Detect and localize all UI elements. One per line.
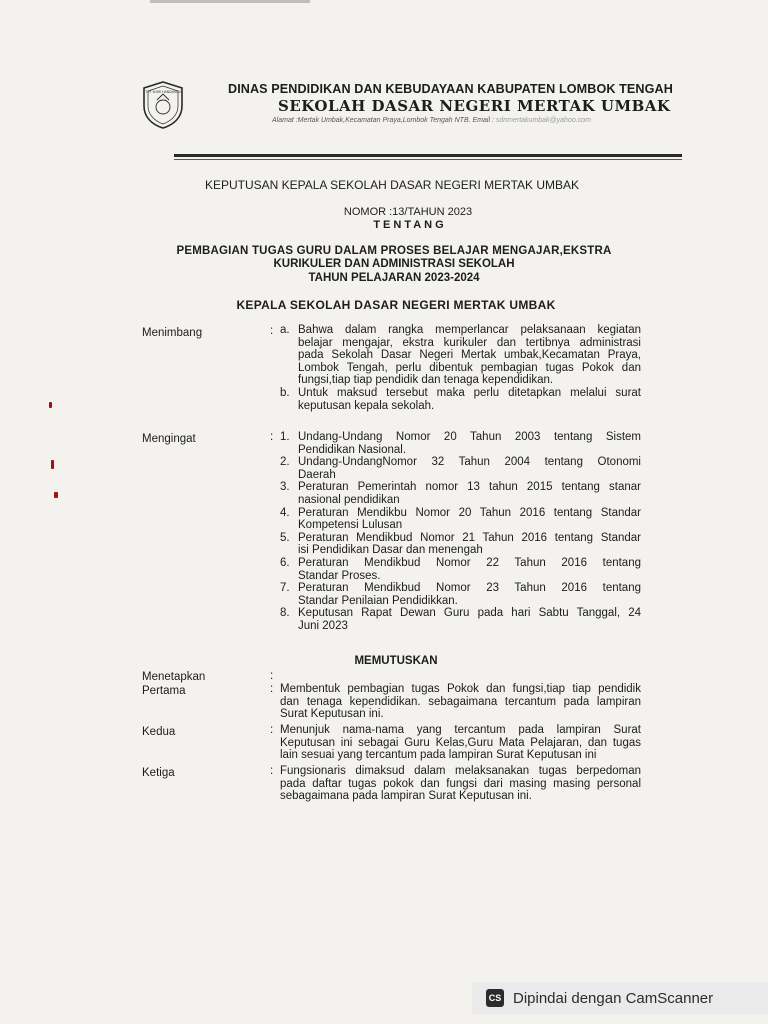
item-marker: 2.: [280, 456, 290, 469]
menimbang-colon: :: [270, 325, 274, 337]
text-line: Membentuk pembagian tugas Pokok dan fungsi,tiap tiap pendidik: [280, 683, 641, 695]
item-marker: b.: [280, 386, 290, 399]
list-item: [280, 324, 641, 387]
text-line: Bahwa dalam rangka memperlancar pelaksanaan kegiatan: [298, 324, 641, 336]
item-text: [298, 431, 641, 456]
school-address: [272, 117, 692, 124]
scan-smudge: [150, 0, 310, 3]
camscanner-text: Dipindai dengan CamScanner: [513, 989, 714, 1007]
text-line: Standar Penilaian Pendidikkan.: [298, 594, 458, 607]
item-text: [298, 481, 641, 506]
decree-about: TENTANG: [373, 219, 447, 231]
kedua-colon: :: [270, 724, 274, 736]
margin-mark: [49, 402, 52, 408]
address-text: Alamat :Mertak Umbak,Kecamatan Praya,Lombok Tengah NTB. Email :: [272, 117, 494, 124]
item-text: [298, 324, 641, 387]
list-item: [280, 456, 641, 481]
school-logo: [140, 80, 186, 130]
email-address: sdnmertakumbak@yahoo.com: [495, 117, 591, 124]
text-line: Menunjuk nama-nama yang tercantum pada lampiran Surat: [280, 724, 641, 736]
ketiga-colon: :: [270, 765, 274, 777]
text-line: Peraturan Mendikbud Nomor 22 Tahun 2016 tentang: [298, 556, 641, 569]
camscanner-icon: CS: [486, 989, 504, 1007]
menetapkan-colon: :: [270, 670, 274, 682]
header-rule-thin: [174, 159, 682, 160]
text-line: Surat Keputusan ini.: [280, 708, 384, 721]
ketiga-label: Ketiga: [142, 767, 175, 779]
text-line: nasional pendidikan: [298, 493, 400, 506]
item-marker: 7.: [280, 582, 290, 595]
text-line: Kompetensi Lulusan: [298, 519, 403, 532]
text-line: keputusan kepala sekolah.: [298, 399, 435, 412]
text-line: Juni 2023: [298, 619, 348, 632]
mengingat-label: Mengingat: [142, 433, 196, 445]
text-line: Untuk maksud tersebut maka perlu ditetapkan melalui surat: [298, 386, 641, 399]
text-line: Peraturan Mendikbud Nomor 23 Tahun 2016 tentang: [298, 582, 641, 595]
subject-line-3: TAHUN PELAJARAN 2023-2024: [308, 272, 480, 284]
item-marker: 4.: [280, 506, 290, 519]
text-line: Fungsionaris dimaksud dalam melaksanakan tugas berpedoman: [280, 765, 641, 777]
mengingat-colon: :: [270, 431, 274, 443]
margin-mark: [54, 492, 58, 498]
item-marker: 8.: [280, 607, 290, 620]
text-line: belajar mengajar, ekstra kurikuler dan tertibnya administrasi: [298, 336, 641, 349]
header-rule-thick: [174, 154, 682, 157]
pertama-text: [280, 683, 641, 721]
kedua-text: [280, 724, 641, 762]
text-line: Daerah: [298, 468, 336, 481]
camscanner-watermark: [472, 982, 768, 1014]
text-line: Peraturan Mendikbu Nomor 20 Tahun 2016 tentang Standar: [298, 506, 641, 519]
item-marker: 3.: [280, 481, 290, 494]
text-line: Undang-Undang Nomor 20 Tahun 2003 tentang Sistem: [298, 431, 641, 443]
agency-name: DINAS PENDIDIKAN DAN KEBUDAYAAN KABUPATEN LOMBOK TENGAH: [228, 82, 673, 96]
principal-heading: KEPALA SEKOLAH DASAR NEGERI MERTAK UMBAK: [236, 298, 556, 312]
text-line: pada Sekolah Dasar Negeri Mertak umbak,Kecamatan Praya,: [298, 349, 641, 362]
subject-line-1: PEMBAGIAN TUGAS GURU DALAM PROSES BELAJAR MENGAJAR,EKSTRA: [176, 245, 612, 257]
text-line: fungsi,tiap tiap pendidik dan tenaga kependidikan.: [298, 374, 554, 387]
text-line: Lombok Tengah, perlu dibentuk pembagian tugas Pokok dan: [298, 361, 641, 374]
list-item: [280, 532, 641, 557]
list-item: [280, 582, 641, 607]
item-text: [298, 582, 641, 607]
text-line: sebagaimana pada lampiran Surat Keputusan ini.: [280, 790, 532, 803]
list-item: [280, 507, 641, 532]
item-text: [298, 557, 641, 582]
menetapkan-label: Menetapkan: [142, 671, 206, 683]
margin-mark: [51, 460, 54, 469]
text-line: Keputusan Rapat Dewan Guru pada hari Sabtu Tanggal, 24: [298, 607, 641, 620]
list-item: [280, 431, 641, 456]
text-line: Undang-UndangNomor 32 Tahun 2004 tentang Otonomi: [298, 456, 641, 469]
item-text: [298, 607, 641, 632]
pertama-label: Pertama: [142, 685, 186, 697]
kedua-label: Kedua: [142, 726, 176, 738]
item-text: [298, 387, 641, 412]
menimbang-label: Menimbang: [142, 327, 203, 339]
decree-number: NOMOR :13/TAHUN 2023: [343, 206, 473, 218]
item-text: [298, 456, 641, 481]
text-line: Standar Proses.: [298, 569, 381, 582]
memutuskan-heading: MEMUTUSKAN: [354, 655, 438, 667]
text-line: Keputusan ini sebagai Guru Kelas,Guru Mata Pelajaran, dan tugas: [280, 736, 641, 749]
ketiga-text: [280, 765, 641, 803]
text-line: Pendidikan Nasional.: [298, 443, 407, 456]
text-line: lain sesuai yang tercantum pada lampiran Surat Keputusan ini: [280, 749, 597, 762]
decree-title: KEPUTUSAN KEPALA SEKOLAH DASAR NEGERI MERTAK UMBAK: [204, 178, 580, 192]
pertama-colon: :: [270, 683, 274, 695]
item-marker: 1.: [280, 431, 290, 443]
menimbang-list: [280, 324, 641, 412]
list-item: [280, 557, 641, 582]
list-item: [280, 607, 641, 632]
item-marker: 6.: [280, 556, 290, 569]
school-name: SEKOLAH DASAR NEGERI MERTAK UMBAK: [278, 97, 671, 115]
text-line: Peraturan Pemerintah nomor 13 tahun 2015 tentang stanar: [298, 481, 641, 494]
item-text: [298, 507, 641, 532]
list-item: [280, 481, 641, 506]
text-line: isi Pendidikan Dasar dan menengah: [298, 544, 483, 557]
item-marker: a.: [280, 324, 290, 336]
subject-line-2: KURIKULER DAN ADMINISTRASI SEKOLAH: [273, 258, 515, 270]
list-item: [280, 387, 641, 412]
text-line: Peraturan Mendikbud Nomor 21 Tahun 2016 tentang Standar: [298, 531, 641, 544]
logo-lettering: TUT WURI HANDAYANI: [145, 90, 181, 94]
item-text: [298, 532, 641, 557]
text-line: pada daftar tugas pokok dan fungsi dari masing masing personal: [280, 777, 641, 790]
item-marker: 5.: [280, 531, 290, 544]
mengingat-list: [280, 431, 641, 633]
text-line: dan tenaga kependidikan. sebagaimana tercantum pada lampiran: [280, 695, 641, 708]
